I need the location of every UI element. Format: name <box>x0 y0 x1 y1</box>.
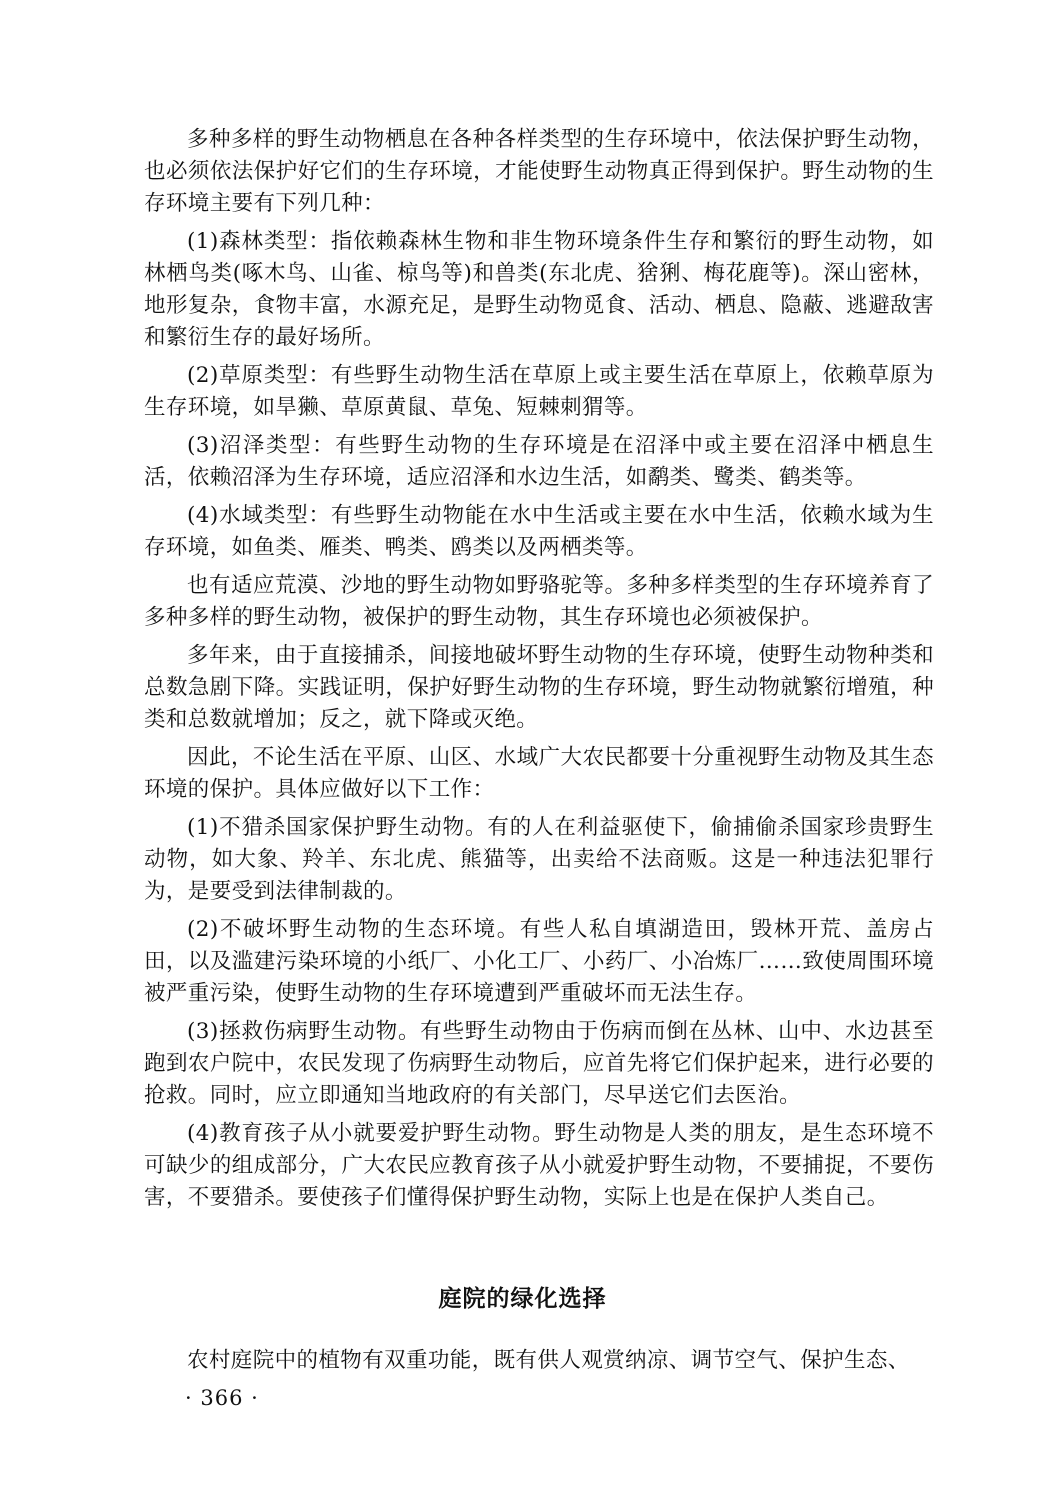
paragraph-intro: 多种多样的野生动物栖息在各种各样类型的生存环境中，依法保护野生动物，也必须依法保护好它们的生存环境，才能使野生动物真正得到保护。野生动物的生存环境主要有下列几种： <box>144 127 934 216</box>
paragraph-forest-type: (1)森林类型：指依赖森林生物和非生物环境条件生存和繁衍的野生动物，如林栖鸟类(啄木鸟、山雀、椋鸟等)和兽类(东北虎、猞猁、梅花鹿等)。深山密林，地形复杂，食物丰富，水源充足，是野生动物觅食、活动、栖息、隐蔽、逃避敌害和繁衍生存的最好场所。 <box>144 229 934 350</box>
paragraph-desert: 也有适应荒漠、沙地的野生动物如野骆驼等。多种多样类型的生存环境养育了多种多样的野生动物，被保护的野生动物，其生存环境也必须被保护。 <box>144 573 934 630</box>
paragraph-decline: 多年来，由于直接捕杀，间接地破坏野生动物的生存环境，使野生动物种类和总数急剧下降。实践证明，保护好野生动物的生存环境，野生动物就繁衍增殖，种类和总数就增加；反之，就下降或灭绝。 <box>144 643 934 732</box>
paragraph-therefore: 因此，不论生活在平原、山区、水域广大农民都要十分重视野生动物及其生态环境的保护。具体应做好以下工作： <box>144 745 934 802</box>
paragraph-water-type: (4)水域类型：有些野生动物能在水中生活或主要在水中生活，依赖水域为生存环境，如鱼类、雁类、鸭类、鸥类以及两栖类等。 <box>144 503 934 560</box>
paragraph-swamp-type: (3)沼泽类型：有些野生动物的生存环境是在沼泽中或主要在沼泽中栖息生活，依赖沼泽为生存环境，适应沼泽和水边生活，如鹬类、鹭类、鹤类等。 <box>144 433 934 490</box>
paragraph-education: (4)教育孩子从小就要爱护野生动物。野生动物是人类的朋友，是生态环境不可缺少的组成部分，广大农民应教育孩子从小就爱护野生动物，不要捕捉，不要伤害，不要猎杀。要使孩子们懂得保护野生动物，实际上也是在保护人类自己。 <box>144 1121 934 1210</box>
section-heading: 庭院的绿化选择 <box>438 1286 607 1312</box>
page-number: · 366 · <box>185 1386 259 1410</box>
paragraph-no-hunting: (1)不猎杀国家保护野生动物。有的人在利益驱使下，偷捕偷杀国家珍贵野生动物，如大象、羚羊、东北虎、熊猫等，出卖给不法商贩。这是一种违法犯罪行为，是要受到法律制裁的。 <box>144 815 934 904</box>
paragraph-grassland-type: (2)草原类型：有些野生动物生活在草原上或主要生活在草原上，依赖草原为生存环境，如旱獭、草原黄鼠、草兔、短棘刺猬等。 <box>144 363 934 420</box>
paragraph-courtyard: 农村庭院中的植物有双重功能，既有供人观赏纳凉、调节空气、保护生态、 <box>187 1348 910 1373</box>
body-text <box>144 124 934 1220</box>
paragraph-no-destruction: (2)不破坏野生动物的生态环境。有些人私自填湖造田，毁林开荒、盖房占田，以及滥建污染环境的小纸厂、小化工厂、小药厂、小冶炼厂……致使周围环境被严重污染，使野生动物的生存环境遭到严重破坏而无法生存。 <box>144 917 934 1006</box>
paragraph-rescue: (3)拯救伤病野生动物。有些野生动物由于伤病而倒在丛林、山中、水边甚至跑到农户院中，农民发现了伤病野生动物后，应首先将它们保护起来，进行必要的抢救。同时，应立即通知当地政府的有关部门，尽早送它们去医治。 <box>144 1019 934 1108</box>
